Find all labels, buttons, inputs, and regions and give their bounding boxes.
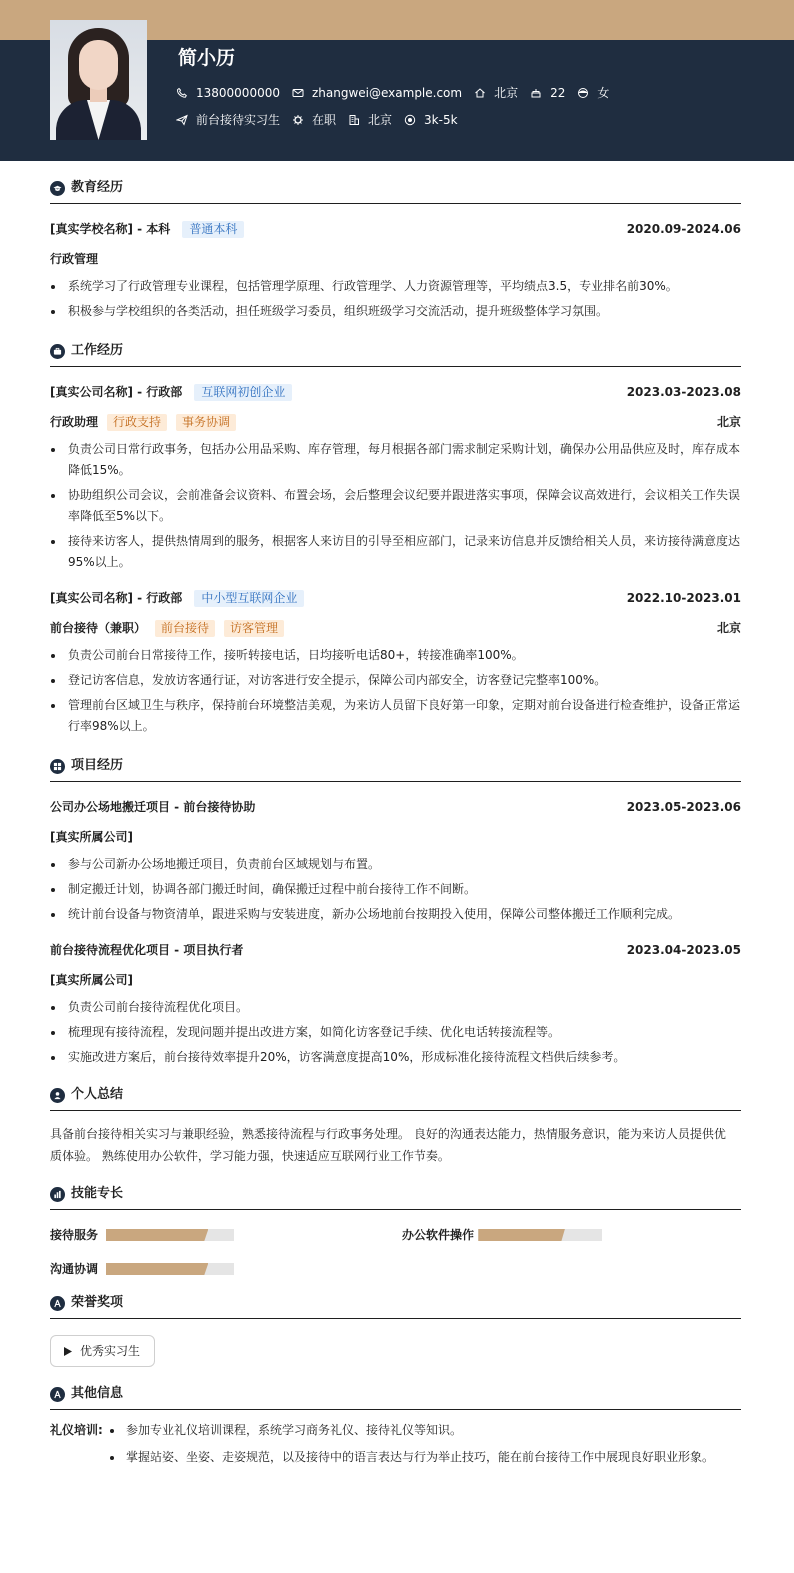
- project-entry: [50, 798, 741, 925]
- contact-row: [176, 85, 621, 101]
- info-icon: [50, 1387, 65, 1402]
- list-item: 管理前台区域卫生与秩序，保持前台环境整洁美观，为来访人员留下良好第一印象，定期对前台设备进行检查维护，设备正常运行率98%以上。: [50, 695, 741, 737]
- company-type-tag: 中小型互联网企业: [194, 590, 304, 607]
- skill-name: 接待服务: [50, 1228, 99, 1242]
- section-title: 技能专长: [71, 1186, 124, 1201]
- salary-info: 3k-5k: [404, 112, 458, 128]
- status-icon: [292, 114, 304, 126]
- work-bullets: [50, 645, 741, 737]
- project-org: [真实所属公司]: [50, 973, 133, 987]
- send-icon: [176, 114, 188, 126]
- list-item: 接待来访客人，提供热情周到的服务，根据客人来访目的引导至相应部门，记录来访信息并反馈给相关人员，来访接待满意度达95%以上。: [50, 531, 741, 573]
- list-item: 积极参与学校组织的各类活动，担任班级学习委员，组织班级学习交流活动，提升班级整体学习氛围。: [50, 301, 741, 322]
- skill-tag: 访客管理: [224, 620, 284, 637]
- project-bullets: [50, 854, 741, 925]
- age-info: 22: [530, 85, 565, 101]
- list-item: 统计前台设备与物资清单，跟进采购与安装进度，新办公场地前台按期投入使用，保障公司整体搬迁工作顺利完成。: [50, 904, 741, 925]
- resume-content: [0, 179, 794, 1474]
- section-title: 个人总结: [71, 1087, 124, 1102]
- gender-icon: [577, 87, 589, 99]
- skill-item: [50, 1228, 402, 1242]
- building-icon: [348, 114, 360, 126]
- skill-level-bar: [106, 1229, 234, 1241]
- major-name: 行政管理: [50, 252, 99, 266]
- salary-icon: [404, 114, 416, 126]
- work-city: 北京: [716, 621, 741, 635]
- skill-tag: 前台接待: [155, 620, 215, 637]
- company-type-tag: 互联网初创企业: [194, 384, 292, 401]
- play-triangle-icon: [64, 1347, 72, 1356]
- education-date: 2020.09-2024.06: [626, 222, 741, 236]
- mail-icon: [292, 87, 304, 99]
- project-date: 2023.04-2023.05: [626, 943, 741, 957]
- skill-level-fill: [106, 1263, 208, 1275]
- other-bullets: [106, 1420, 741, 1474]
- job-role: 前台接待（兼职）: [50, 621, 147, 635]
- education-bullets: [50, 276, 741, 322]
- project-bullets: [50, 997, 741, 1068]
- city-info: 北京: [474, 85, 518, 101]
- skill-tag: 行政支持: [107, 414, 167, 431]
- work-city: 北京: [716, 415, 741, 429]
- education-entry: [50, 220, 741, 322]
- skill-level-fill: [478, 1229, 565, 1241]
- list-item: 参加专业礼仪培训课程，系统学习商务礼仪、接待礼仪等知识。: [106, 1420, 741, 1441]
- section-title: 其他信息: [71, 1386, 124, 1401]
- other-label: 礼仪培训:: [50, 1423, 103, 1437]
- projects-section-header: [50, 757, 741, 782]
- section-title: 教育经历: [71, 180, 124, 195]
- degree-tag: 普通本科: [182, 221, 244, 238]
- project-name: 前台接待流程优化项目 - 项目执行者: [50, 943, 244, 957]
- work-entry: [50, 383, 741, 573]
- skill-level-bar: [106, 1263, 234, 1275]
- skill-item: [402, 1228, 602, 1242]
- cake-icon: [530, 87, 542, 99]
- work-date: 2022.10-2023.01: [626, 591, 741, 605]
- honor-label: 优秀实习生: [80, 1344, 141, 1358]
- skills-section-header: [50, 1185, 741, 1210]
- skill-item: [50, 1262, 402, 1276]
- work-entry: [50, 589, 741, 737]
- work-city-info: 北京: [348, 112, 392, 128]
- grid-icon: [50, 759, 65, 774]
- section-title: 项目经历: [71, 758, 124, 773]
- list-item: 参与公司新办公场地搬迁项目，负责前台区域规划与布置。: [50, 854, 741, 875]
- phone-info: 13800000000: [176, 85, 280, 101]
- summary-section-header: [50, 1086, 741, 1111]
- work-bullets: [50, 439, 741, 573]
- school-name: [真实学校名称] - 本科: [50, 222, 171, 236]
- skill-name: 办公软件操作: [402, 1228, 475, 1242]
- list-item: 协助组织公司会议，会前准备会议资料、布置会场，会后整理会议纪要并跟进落实事项，保障会议高效进行，会议相关工作失误率降低至5%以下。: [50, 485, 741, 527]
- section-title: 工作经历: [71, 343, 124, 358]
- summary-text: 具备前台接待相关实习与兼职经验，熟悉接待流程与行政事务处理。 良好的沟通表达能力，热情服务意识，能为来访人员提供优质体验。 熟练使用办公软件，学习能力强，快速适应互联网行业工作节奏。: [50, 1127, 726, 1163]
- skill-name: 沟通协调: [50, 1262, 99, 1276]
- skill-level-fill: [106, 1229, 208, 1241]
- home-icon: [474, 87, 486, 99]
- skill-tag: 事务协调: [176, 414, 236, 431]
- graduation-cap-icon: [50, 181, 65, 196]
- skill-level-bar: [478, 1229, 602, 1241]
- profile-header: [0, 40, 794, 161]
- work-date: 2023.03-2023.08: [626, 385, 741, 399]
- profile-photo: [50, 20, 147, 140]
- honor-item: [50, 1335, 155, 1367]
- other-info: [50, 1420, 741, 1474]
- project-date: 2023.05-2023.06: [626, 800, 741, 814]
- honors-section-header: [50, 1294, 741, 1319]
- company-name: [真实公司名称] - 行政部: [50, 385, 183, 399]
- candidate-name: 简小历: [178, 47, 236, 69]
- project-org: [真实所属公司]: [50, 830, 133, 844]
- list-item: 系统学习了行政管理专业课程，包括管理学原理、行政管理学、人力资源管理等，平均绩点3.5，专业排名前30%。: [50, 276, 741, 297]
- company-name: [真实公司名称] - 行政部: [50, 591, 183, 605]
- email-info: zhangwei@example.com: [292, 85, 462, 101]
- position-info: 前台接待实习生: [176, 112, 280, 128]
- list-item: 负责公司前台日常接待工作，接听转接电话，日均接听电话80+，转接准确率100%。: [50, 645, 741, 666]
- list-item: 登记访客信息，发放访客通行证，对访客进行安全提示，保障公司内部安全，访客登记完整率100%。: [50, 670, 741, 691]
- work-section-header: [50, 342, 741, 367]
- status-info: 在职: [292, 112, 336, 128]
- list-item: 梳理现有接待流程，发现问题并提出改进方案，如简化访客登记手续、优化电话转接流程等。: [50, 1022, 741, 1043]
- list-item: 掌握站姿、坐姿、走姿规范，以及接待中的语言表达与行为举止技巧，能在前台接待工作中展现良好职业形象。: [106, 1447, 741, 1468]
- project-entry: [50, 941, 741, 1068]
- bar-chart-icon: [50, 1187, 65, 1202]
- job-intent-row: [176, 112, 470, 128]
- education-section-header: [50, 179, 741, 204]
- gender-info: 女: [577, 85, 609, 101]
- skills-grid: [50, 1228, 741, 1276]
- list-item: 实施改进方案后，前台接待效率提升20%，访客满意度提高10%，形成标准化接待流程文档供后续参考。: [50, 1047, 741, 1068]
- section-title: 荣誉奖项: [71, 1295, 124, 1310]
- user-icon: [50, 1088, 65, 1103]
- job-role: 行政助理: [50, 415, 99, 429]
- briefcase-icon: [50, 344, 65, 359]
- other-section-header: [50, 1385, 741, 1410]
- list-item: 负责公司前台接待流程优化项目。: [50, 997, 741, 1018]
- phone-icon: [176, 87, 188, 99]
- list-item: 负责公司日常行政事务，包括办公用品采购、库存管理，每月根据各部门需求制定采购计划，确保办公用品供应及时，库存成本降低15%。: [50, 439, 741, 481]
- award-icon: [50, 1296, 65, 1311]
- list-item: 制定搬迁计划，协调各部门搬迁时间，确保搬迁过程中前台接待工作不间断。: [50, 879, 741, 900]
- project-name: 公司办公场地搬迁项目 - 前台接待协助: [50, 800, 256, 814]
